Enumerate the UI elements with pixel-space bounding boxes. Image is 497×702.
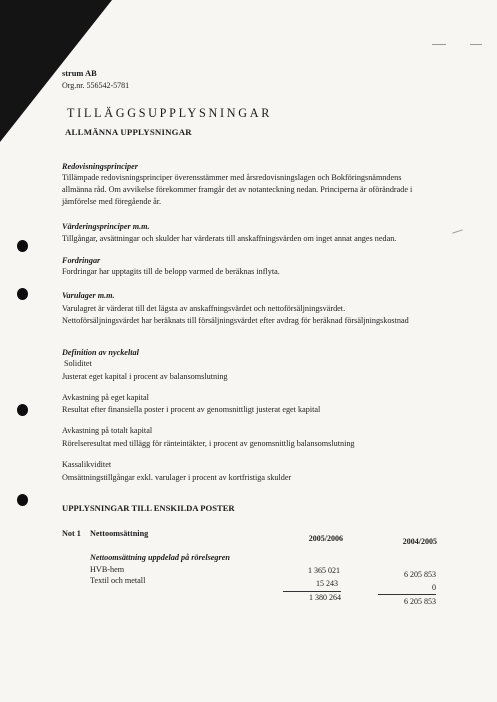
punch-hole [17, 404, 28, 416]
punch-hole [17, 240, 28, 252]
ratio-description: Resultat efter finansiella poster i procent av genomsnittligt justerat eget kapital [62, 405, 321, 414]
note-title: Nettoomsättning [90, 529, 149, 538]
text-line: Tillämpade redovisningsprinciper överensstämmer med årsredovisningslagen och Bokföringsnämndens [62, 173, 402, 182]
heading-accounting-principles: Redovisningsprinciper [62, 162, 138, 171]
row-label: Textil och metall [90, 576, 146, 585]
text-line: Nettoförsäljningsvärdet har beräknats till försäljningsvärdet efter avdrag för beräknad försäljningskostnad [62, 316, 409, 325]
text-line: Tillgångar, avsättningar och skulder har värderats till anskaffningsvärden om inget annat anges nedan. [62, 234, 397, 243]
scan-mark [432, 44, 446, 45]
sum-rule-previous [378, 594, 436, 595]
row-value-previous: 0 [432, 583, 436, 592]
ratio-name: Avkastning på eget kapital [62, 393, 149, 402]
ratio-description: Omsättningstillgångar exkl. varulager i procent av kortfristiga skulder [62, 473, 292, 482]
section-heading-specific: UPPLYSNINGAR TILL ENSKILDA POSTER [62, 503, 235, 513]
column-header-current-year: 2005/2006 [308, 534, 343, 543]
row-value-current: 15 243 [316, 579, 338, 588]
ratio-name: Kassalikviditet [62, 460, 112, 469]
total-value-current: 1 380 264 [309, 593, 341, 602]
text-line: jämförelse med föregående år. [62, 197, 162, 206]
page-title: TILLÄGGSUPPLYSNINGAR [67, 106, 273, 120]
text-line: Varulagret är värderat till det lägsta av anskaffningsvärdet och nettoförsäljningsvärdet. [62, 304, 346, 313]
row-label: HVB-hem [90, 565, 125, 574]
text-line: allmänna råd. Om avvikelse förekommer framgår det av notanteckning nedan. Principerna är oförändrade i [62, 185, 413, 194]
row-value-current: 1 365 021 [308, 566, 340, 575]
ratio-name: Soliditet [64, 359, 92, 368]
heading-key-ratios: Definition av nyckeltal [62, 348, 139, 357]
text-line: Fordringar har upptagits till de belopp varmed de beräknas inflyta. [62, 267, 280, 276]
heading-receivables: Fordringar [62, 256, 101, 265]
sum-rule-current [283, 591, 341, 592]
section-heading-general: ALLMÄNNA UPPLYSNINGAR [65, 127, 192, 137]
ratio-description: Rörelseresultat med tillägg för ränteintäkter, i procent av genomsnittlig balansomslutning [62, 439, 355, 448]
org-number: Org.nr. 556542-5781 [62, 81, 130, 90]
ratio-description: Justerat eget kapital i procent av balansomslutning [62, 372, 228, 381]
row-value-previous: 6 205 853 [404, 570, 436, 579]
total-value-previous: 6 205 853 [404, 597, 436, 606]
punch-hole [17, 494, 28, 506]
heading-valuation: Värderingsprinciper m.m. [62, 222, 150, 231]
company-name: strum AB [62, 69, 97, 78]
heading-inventory: Varulager m.m. [62, 291, 115, 300]
column-header-previous-year: 2004/2005 [402, 537, 437, 546]
punch-hole [17, 288, 28, 300]
note-label: Not 1 [62, 529, 81, 538]
scan-mark [452, 229, 463, 233]
note-subheading: Nettoomsättning uppdelad på rörelsegren [90, 553, 230, 562]
scan-mark [470, 44, 482, 45]
ratio-name: Avkastning på totalt kapital [62, 426, 153, 435]
